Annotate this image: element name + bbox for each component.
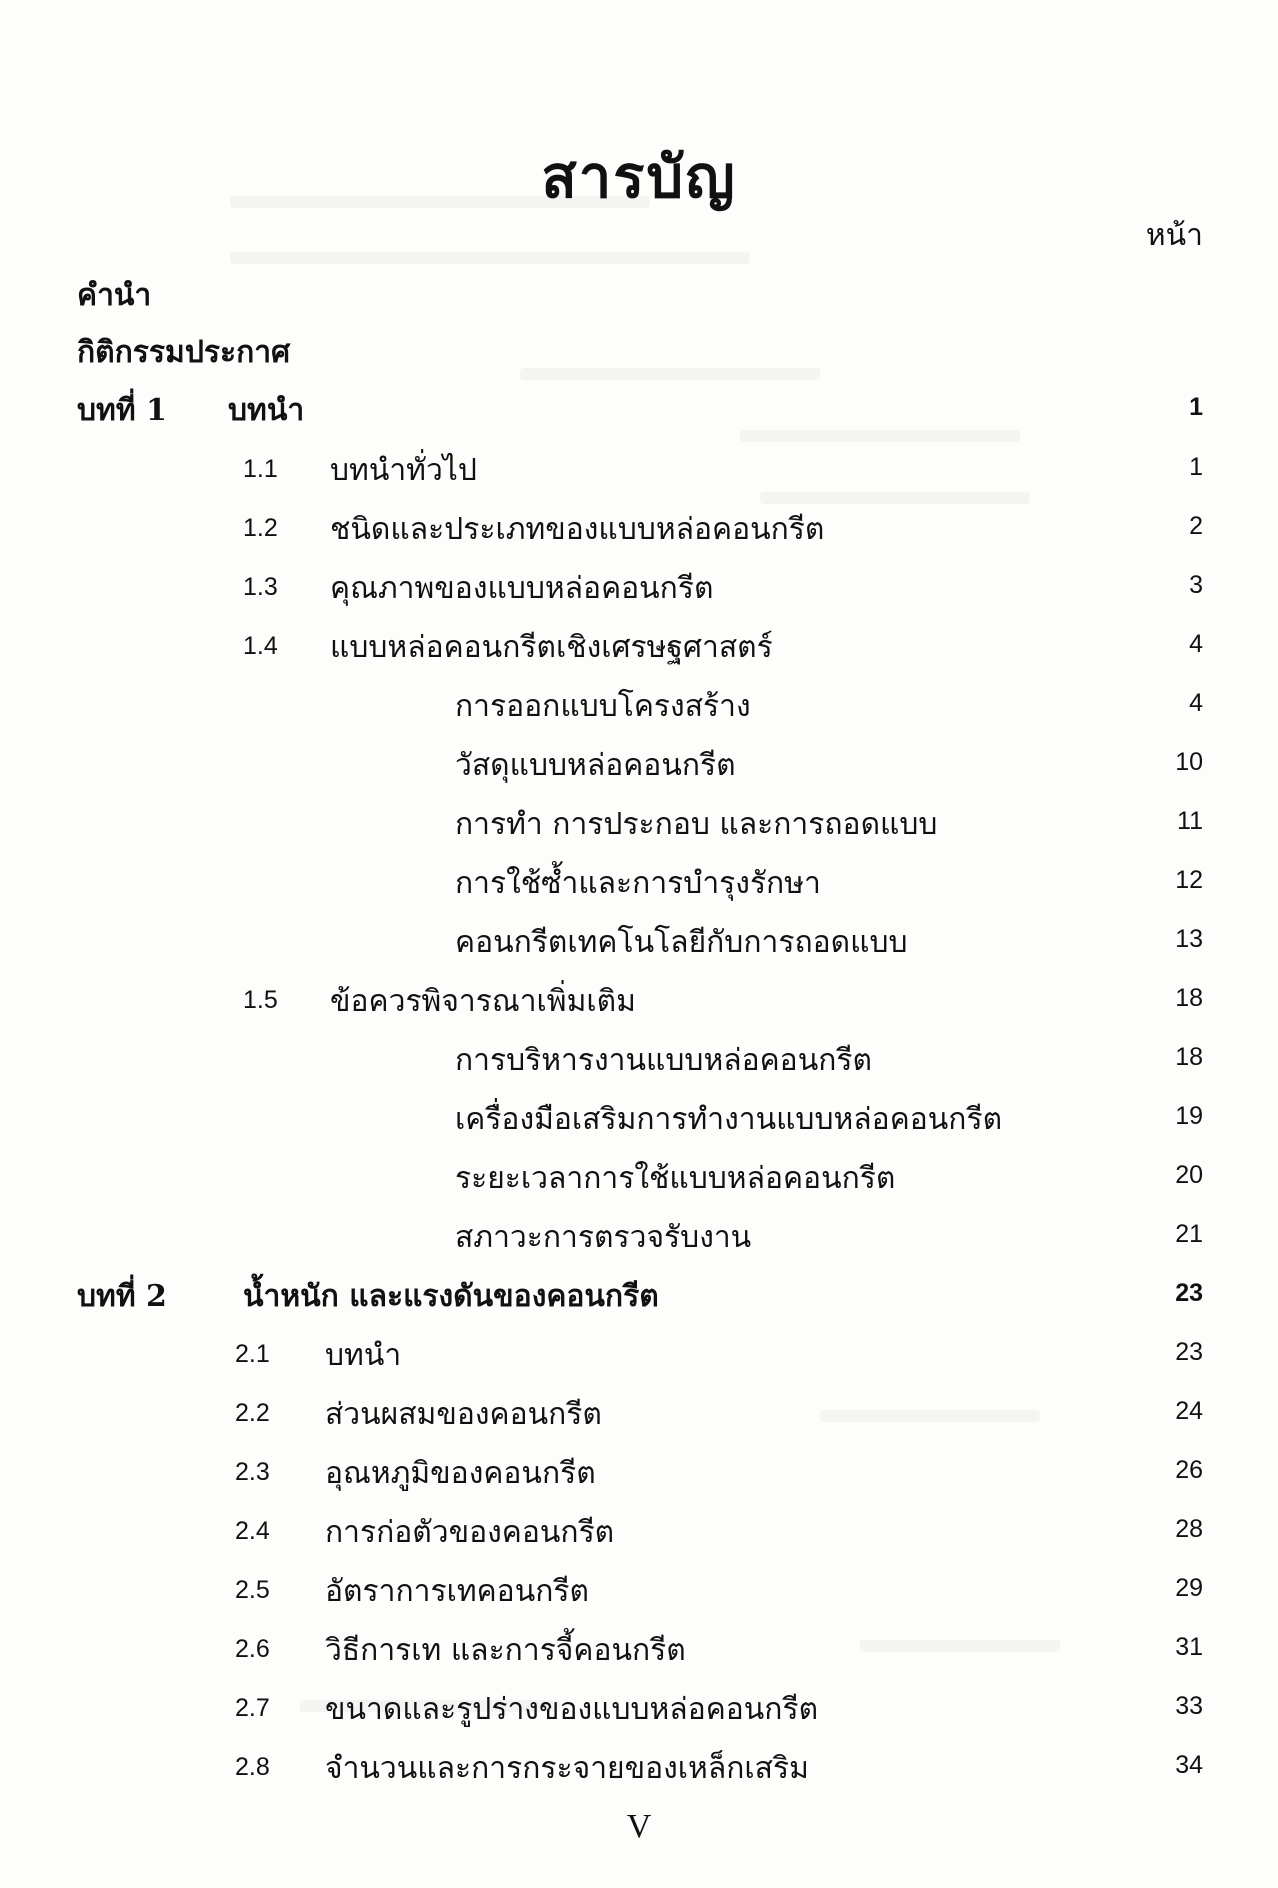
subsection-title: การบริหารงานแบบหล่อคอนกรีต	[455, 1043, 872, 1078]
subsection-title: สภาวะการตรวจรับงาน	[455, 1220, 752, 1255]
toc-section[interactable]	[0, 502, 1278, 552]
subsection-title: ระยะเวลาการใช้แบบหล่อคอนกรีต	[455, 1161, 896, 1196]
toc-subsection[interactable]	[0, 1092, 1278, 1142]
toc-subsection[interactable]	[0, 1033, 1278, 1083]
chapter-label: บทที่ 1	[77, 393, 167, 428]
section-title: คุณภาพของแบบหล่อคอนกรีต	[330, 571, 714, 606]
toc-subsection[interactable]	[0, 679, 1278, 729]
toc-entry-title: กิติกรรมประกาศ	[77, 335, 291, 370]
toc-section[interactable]	[0, 974, 1278, 1024]
toc-section[interactable]	[0, 1505, 1278, 1555]
section-title: ส่วนผสมของคอนกรีต	[325, 1397, 602, 1432]
section-title: ชนิดและประเภทของแบบหล่อคอนกรีต	[330, 512, 825, 547]
chapter-title: บทนำ	[228, 393, 305, 428]
toc-subsection[interactable]	[0, 1210, 1278, 1260]
section-number: 2.1	[235, 1340, 270, 1368]
section-page: 33	[1175, 1692, 1203, 1720]
toc-subsection[interactable]	[0, 1151, 1278, 1201]
subsection-page: 18	[1175, 1043, 1203, 1071]
page-number-footer: V	[626, 1808, 652, 1845]
toc-chapter-2[interactable]	[0, 1269, 1278, 1319]
section-page: 18	[1175, 984, 1203, 1012]
section-page: 4	[1189, 630, 1203, 658]
subsection-title: การทำ การประกอบ และการถอดแบบ	[455, 807, 938, 842]
section-number: 2.2	[235, 1399, 270, 1427]
subsection-title: เครื่องมือเสริมการทำงานแบบหล่อคอนกรีต	[455, 1102, 1003, 1137]
page-title: สารบัญ	[541, 143, 737, 211]
subsection-page: 19	[1175, 1102, 1203, 1130]
section-title: ขนาดและรูปร่างของแบบหล่อคอนกรีต	[325, 1692, 819, 1727]
subsection-page: 4	[1189, 689, 1203, 717]
section-number: 1.5	[243, 986, 278, 1014]
toc-subsection[interactable]	[0, 856, 1278, 906]
section-number: 2.6	[235, 1635, 270, 1663]
toc-subsection[interactable]	[0, 797, 1278, 847]
toc-chapter-1[interactable]	[0, 383, 1278, 433]
page-column-header: หน้า	[1145, 218, 1203, 253]
toc-entry-acknowledgement[interactable]	[0, 325, 1278, 375]
section-number: 2.5	[235, 1576, 270, 1604]
section-title: บทนำ	[325, 1338, 402, 1373]
toc-section[interactable]	[0, 443, 1278, 493]
section-number: 2.3	[235, 1458, 270, 1486]
section-title: บทนำทั่วไป	[330, 453, 477, 488]
subsection-page: 20	[1175, 1161, 1203, 1189]
subsection-page: 11	[1177, 807, 1203, 835]
section-title: การก่อตัวของคอนกรีต	[325, 1515, 615, 1550]
toc-section[interactable]	[0, 1387, 1278, 1437]
section-page: 29	[1175, 1574, 1203, 1602]
subsection-title: คอนกรีตเทคโนโลยีกับการถอดแบบ	[455, 925, 908, 960]
section-title: วิธีการเท และการจี้คอนกรีต	[325, 1633, 686, 1668]
subsection-title: การออกแบบโครงสร้าง	[455, 689, 751, 724]
chapter-page: 23	[1175, 1279, 1203, 1307]
subsection-page: 13	[1175, 925, 1203, 953]
subsection-title: การใช้ซ้ำและการบำรุงรักษา	[455, 866, 821, 901]
section-title: ข้อควรพิจารณาเพิ่มเติม	[330, 984, 636, 1019]
section-number: 2.7	[235, 1694, 270, 1722]
section-page: 28	[1175, 1515, 1203, 1543]
section-number: 2.4	[235, 1517, 270, 1545]
toc-entry-preface[interactable]	[0, 268, 1278, 318]
section-title: แบบหล่อคอนกรีตเชิงเศรษฐศาสตร์	[330, 630, 773, 665]
toc-section[interactable]	[0, 1741, 1278, 1791]
section-number: 1.2	[243, 514, 278, 542]
section-page: 31	[1175, 1633, 1203, 1661]
toc-entry-title: คำนำ	[77, 278, 152, 313]
toc-section[interactable]	[0, 1682, 1278, 1732]
subsection-page: 10	[1175, 748, 1203, 776]
section-title: อุณหภูมิของคอนกรีต	[325, 1456, 596, 1491]
chapter-title: น้ำหนัก และแรงดันของคอนกรีต	[243, 1279, 659, 1314]
section-number: 1.3	[243, 573, 278, 601]
toc-subsection[interactable]	[0, 738, 1278, 788]
section-number: 2.8	[235, 1753, 270, 1781]
toc-section[interactable]	[0, 1564, 1278, 1614]
section-title: จำนวนและการกระจายของเหล็กเสริม	[325, 1751, 809, 1786]
toc-subsection[interactable]	[0, 915, 1278, 965]
section-title: อัตราการเทคอนกรีต	[325, 1574, 589, 1609]
toc-section[interactable]	[0, 1328, 1278, 1378]
subsection-page: 12	[1175, 866, 1203, 894]
toc-section[interactable]	[0, 620, 1278, 670]
section-page: 2	[1189, 512, 1203, 540]
section-page: 1	[1189, 453, 1203, 481]
chapter-label: บทที่ 2	[77, 1279, 167, 1314]
section-page: 26	[1175, 1456, 1203, 1484]
section-page: 34	[1175, 1751, 1203, 1779]
toc-section[interactable]	[0, 1623, 1278, 1673]
section-number: 1.1	[243, 455, 278, 483]
chapter-page: 1	[1189, 393, 1203, 421]
toc-section[interactable]	[0, 561, 1278, 611]
subsection-page: 21	[1175, 1220, 1203, 1248]
toc-section[interactable]	[0, 1446, 1278, 1496]
section-number: 1.4	[243, 632, 278, 660]
section-page: 3	[1189, 571, 1203, 599]
section-page: 23	[1175, 1338, 1203, 1366]
section-page: 24	[1175, 1397, 1203, 1425]
subsection-title: วัสดุแบบหล่อคอนกรีต	[455, 748, 736, 783]
